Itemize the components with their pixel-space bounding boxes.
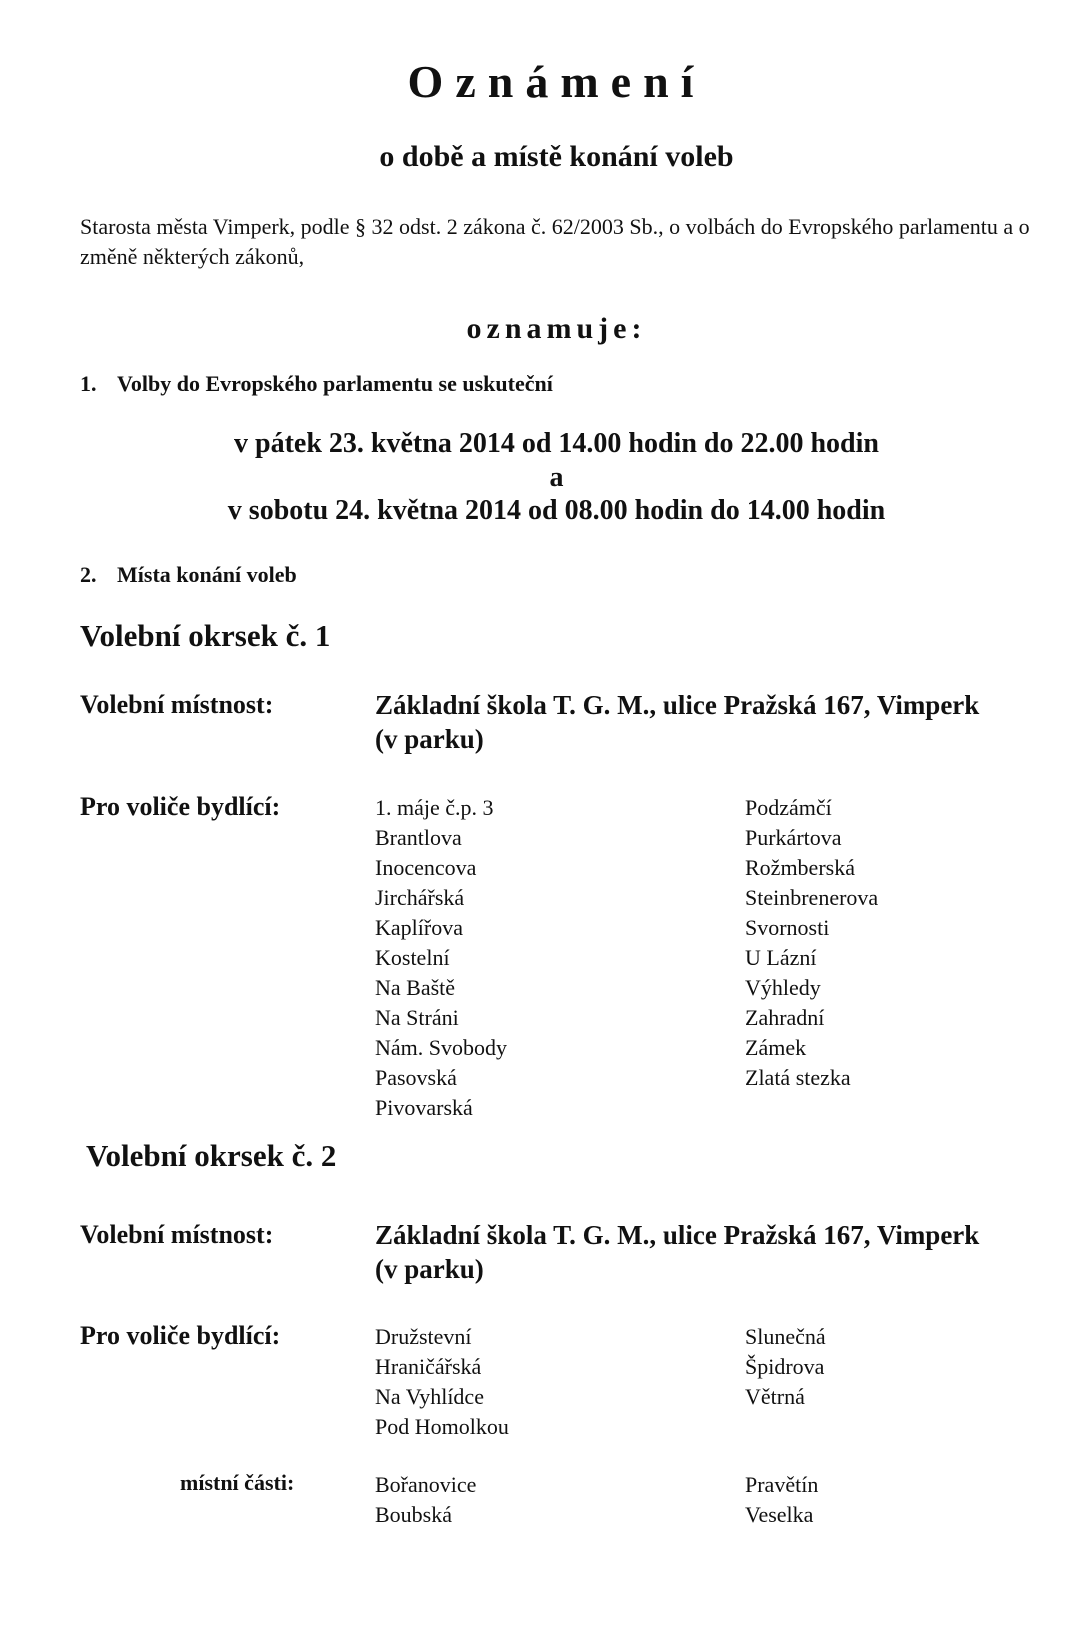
street: Hraničářská xyxy=(375,1354,482,1379)
local-part: Boubská xyxy=(375,1502,452,1527)
streets-left-list xyxy=(375,1322,509,1442)
item-text: Volby do Evropského parlamentu se uskuteční xyxy=(117,371,553,396)
local-part: Bořanovice xyxy=(375,1472,477,1497)
item-number: 2. xyxy=(80,562,97,587)
announce-heading: oznamuje: xyxy=(466,312,647,345)
intro-paragraph: Starosta města Vimperk, podle § 32 odst. 2 zákona č. 62/2003 Sb., o volbách do Evropského parlamentu a o změně některých zákonů, xyxy=(80,214,1030,269)
room-address xyxy=(375,688,979,756)
item-2 xyxy=(80,562,297,588)
local-parts-left-list xyxy=(375,1470,476,1530)
date-and: a xyxy=(549,462,564,493)
street: Inocencova xyxy=(375,855,477,880)
street: Na Baště xyxy=(375,975,456,1000)
date-line-1: v pátek 23. května 2014 od 14.00 hodin do 22.00 hodin xyxy=(234,428,879,459)
voters-label: Pro voliče bydlící: xyxy=(80,792,281,821)
district-2-title: Volební okrsek č. 2 xyxy=(86,1138,337,1173)
street: Zahradní xyxy=(745,1005,825,1030)
street: Zlatá stezka xyxy=(745,1065,851,1090)
street: Svornosti xyxy=(745,915,830,940)
street: Na Vyhlídce xyxy=(375,1384,484,1409)
item-text: Místa konání voleb xyxy=(117,562,297,587)
local-parts-right-list xyxy=(745,1470,818,1530)
local-part: Veselka xyxy=(745,1502,814,1527)
street: Rožmberská xyxy=(745,855,855,880)
streets-left-list xyxy=(375,793,507,1123)
street: U Lázní xyxy=(745,945,817,970)
street: Kostelní xyxy=(375,945,450,970)
room-address-line2: (v parku) xyxy=(375,1254,484,1284)
street: Steinbrenerova xyxy=(745,885,879,910)
street: 1. máje č.p. 3 xyxy=(375,795,494,820)
local-parts-label: místní části: xyxy=(180,1470,295,1495)
streets-right-list xyxy=(745,1322,826,1412)
street: Na Stráni xyxy=(375,1005,459,1030)
voters-label: Pro voliče bydlící: xyxy=(80,1321,281,1350)
street: Podzámčí xyxy=(745,795,832,820)
street: Špidrova xyxy=(745,1354,825,1379)
date-line-2: v sobotu 24. května 2014 od 08.00 hodin do 14.00 hodin xyxy=(227,495,886,526)
document-subtitle: o době a místě konání voleb xyxy=(379,140,734,173)
room-address xyxy=(375,1218,979,1286)
street: Zámek xyxy=(745,1035,807,1060)
street: Nám. Svobody xyxy=(375,1035,507,1060)
district-1-title: Volební okrsek č. 1 xyxy=(80,618,331,653)
room-address-line1: Základní škola T. G. M., ulice Pražská 167, Vimperk xyxy=(375,690,980,720)
street: Slunečná xyxy=(745,1324,826,1349)
streets-right-list xyxy=(745,793,878,1093)
street: Pivovarská xyxy=(375,1095,473,1120)
street: Pasovská xyxy=(375,1065,457,1090)
street: Jirchářská xyxy=(375,885,465,910)
street: Brantlova xyxy=(375,825,462,850)
street: Kaplířova xyxy=(375,915,463,940)
room-address-line2: (v parku) xyxy=(375,724,484,754)
street: Výhledy xyxy=(745,975,821,1000)
room-label: Volební místnost: xyxy=(80,1220,274,1249)
room-address-line1: Základní škola T. G. M., ulice Pražská 167, Vimperk xyxy=(375,1220,980,1250)
item-1 xyxy=(80,371,553,397)
room-label: Volební místnost: xyxy=(80,690,274,719)
local-part: Pravětín xyxy=(745,1472,819,1497)
street: Větrná xyxy=(745,1384,805,1409)
item-number: 1. xyxy=(80,371,97,396)
street: Pod Homolkou xyxy=(375,1414,509,1439)
street: Purkártova xyxy=(745,825,842,850)
street: Družstevní xyxy=(375,1324,472,1349)
document-title: Oznámení xyxy=(407,56,706,107)
